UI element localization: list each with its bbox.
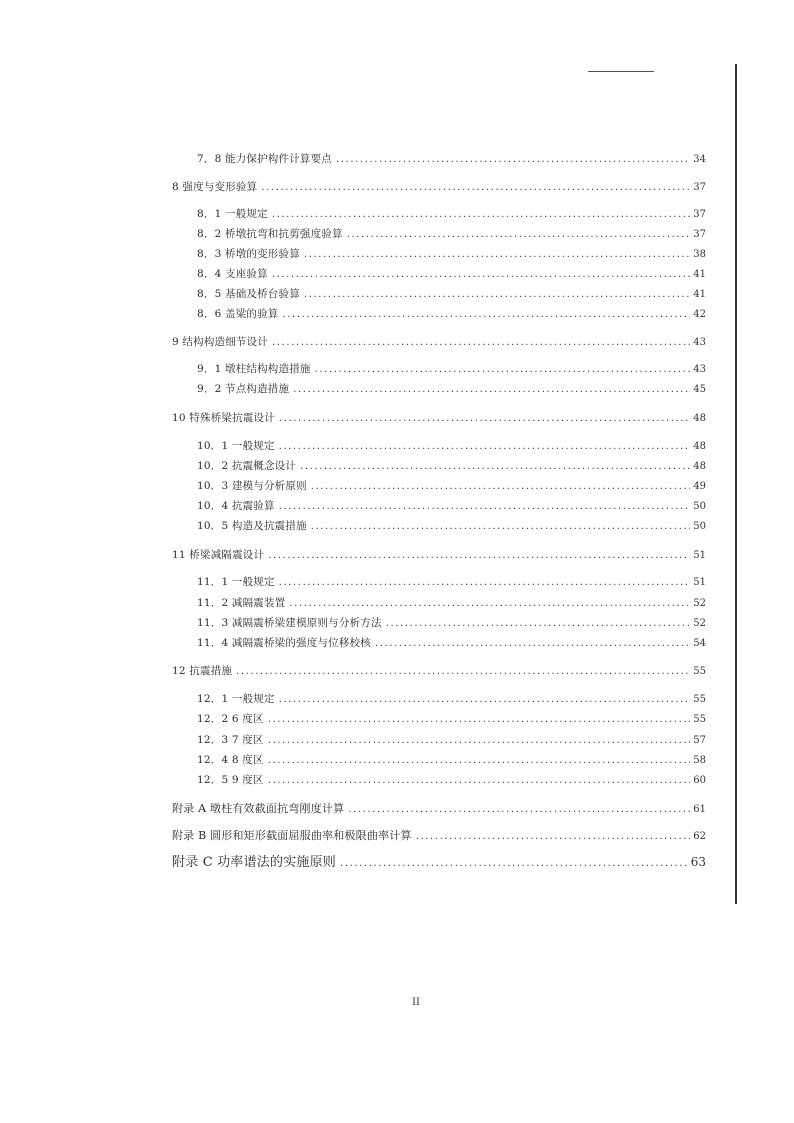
toc-entry-page: 50 (693, 521, 706, 532)
page-number: II (412, 997, 420, 1008)
toc-leader-dots (279, 693, 691, 707)
toc-leader-dots (300, 460, 690, 474)
toc-leader-dots (289, 597, 690, 611)
toc-leader-dots (279, 500, 691, 514)
toc-entry-label: 10．2 抗震概念设计 (197, 460, 297, 472)
toc-entry-page: 41 (693, 289, 706, 300)
toc-entry[interactable] (197, 733, 706, 748)
toc-entry[interactable] (197, 479, 706, 494)
toc-entry[interactable] (197, 636, 706, 651)
toc-entry[interactable] (197, 362, 706, 377)
toc-entry[interactable] (197, 207, 706, 222)
toc-leader-dots (416, 830, 691, 844)
toc-entry-label: 12．4 8 度区 (197, 754, 264, 766)
toc-leader-dots (268, 734, 691, 748)
toc-entry-label: 9．2 节点构造措施 (197, 383, 290, 395)
toc-leader-dots (375, 637, 690, 651)
toc-entry-label: 8．4 支座验算 (197, 268, 268, 280)
toc-entry-page: 48 (693, 461, 706, 472)
toc-entry-label: 12．2 6 度区 (197, 713, 264, 725)
toc-entry-page: 43 (693, 364, 706, 375)
toc-entry-label: 12．1 一般规定 (197, 693, 275, 705)
toc-leader-dots (261, 181, 690, 195)
toc-entry-label: 12．5 9 度区 (197, 774, 264, 786)
toc-entry-label: 11．1 一般规定 (197, 576, 275, 588)
toc-entry[interactable] (197, 712, 706, 727)
toc-entry-page: 54 (693, 638, 706, 649)
toc-chapter[interactable] (172, 411, 706, 426)
toc-entry-page: 37 (693, 229, 706, 240)
toc-entry-page: 61 (693, 804, 706, 815)
toc-entry[interactable] (197, 382, 706, 397)
toc-entry-label: 8．5 基础及桥台验算 (197, 288, 300, 300)
toc-leader-dots (283, 308, 691, 322)
toc-entry-page: 42 (693, 309, 706, 320)
toc-entry-page: 57 (693, 735, 706, 746)
toc-chapter[interactable] (172, 548, 706, 563)
toc-entry-label: 10．5 构造及抗震措施 (197, 520, 307, 532)
toc-entry-page: 43 (693, 337, 706, 348)
toc-entry-page: 55 (693, 666, 706, 677)
toc-leader-dots (236, 665, 690, 679)
toc-entry-page: 51 (693, 577, 706, 588)
toc-entry[interactable] (197, 692, 706, 707)
toc-leader-dots (311, 520, 690, 534)
toc-entry-label: 11 桥梁减隔震设计 (172, 549, 265, 561)
toc-entry-page: 41 (693, 269, 706, 280)
toc-entry-page: 52 (693, 618, 706, 629)
toc-entry-page: 51 (693, 550, 706, 561)
toc-chapter[interactable] (172, 180, 706, 195)
toc-appendix[interactable] (172, 855, 706, 871)
toc-entry[interactable] (197, 247, 706, 262)
toc-leader-dots (311, 480, 690, 494)
toc-entry[interactable] (197, 575, 706, 590)
toc-entry[interactable] (197, 307, 706, 322)
toc-entry-page: 45 (693, 384, 706, 395)
toc-entry-label: 附录 C 功率谱法的实施原则 (172, 855, 337, 870)
toc-entry[interactable] (197, 753, 706, 768)
toc-leader-dots (315, 363, 691, 377)
toc-entry-label: 11．3 减隔震桥梁建模原则与分析方法 (197, 617, 382, 629)
toc-entry-page: 63 (690, 855, 706, 869)
toc-entry[interactable] (197, 519, 706, 534)
toc-leader-dots (272, 268, 690, 282)
toc-entry[interactable] (197, 459, 706, 474)
toc-entry-page: 49 (693, 481, 706, 492)
toc-entry-label: 11．2 减隔震装置 (197, 597, 286, 609)
toc-entry[interactable] (197, 267, 706, 282)
toc-entry-page: 48 (693, 413, 706, 424)
toc-leader-dots (386, 617, 691, 631)
toc-chapter[interactable] (172, 664, 706, 679)
toc-leader-dots (304, 248, 690, 262)
toc-entry-label: 12 抗震措施 (172, 665, 233, 677)
toc-entry-page: 58 (693, 755, 706, 766)
toc-entry[interactable] (197, 439, 706, 454)
toc-entry-page: 34 (693, 154, 706, 165)
toc-entry-page: 60 (693, 775, 706, 786)
toc-leader-dots (279, 576, 691, 590)
toc-entry-label: 10．1 一般规定 (197, 440, 275, 452)
toc-entry-page: 37 (693, 182, 706, 193)
toc-leader-dots (272, 336, 690, 350)
toc-entry[interactable] (197, 287, 706, 302)
toc-entry-label: 附录 A 墩柱有效截面抗弯刚度计算 (172, 802, 345, 815)
toc-entry[interactable] (197, 596, 706, 611)
toc-entry-label: 10 特殊桥梁抗震设计 (172, 412, 275, 424)
toc-entry-label: 8．6 盖梁的验算 (197, 308, 279, 320)
toc-entry-page: 48 (693, 441, 706, 452)
toc-leader-dots (304, 288, 690, 302)
toc-chapter[interactable] (172, 335, 706, 350)
toc-appendix[interactable] (172, 829, 706, 844)
toc-leader-dots (293, 383, 690, 397)
toc-entry-label: 8．1 一般规定 (197, 208, 268, 220)
toc-entry-label: 附录 B 圆形和矩形截面屈服曲率和极限曲率计算 (172, 829, 412, 842)
toc-entry-page: 50 (693, 501, 706, 512)
toc-leader-dots (272, 208, 690, 222)
toc-entry-label: 10．3 建模与分析原则 (197, 480, 307, 492)
toc-leader-dots (279, 440, 691, 454)
toc-entry-page: 62 (693, 831, 706, 842)
toc-entry-label: 10．4 抗震验算 (197, 500, 275, 512)
toc-leader-dots (268, 754, 691, 768)
toc-entry[interactable] (197, 499, 706, 514)
toc-leader-dots (268, 713, 691, 727)
toc-leader-dots (347, 228, 691, 242)
toc-entry-label: 8 强度与变形验算 (172, 181, 258, 193)
toc-entry-label: 11．4 减隔震桥梁的强度与位移校核 (197, 637, 371, 649)
toc-entry-label: 7．8 能力保护构件计算要点 (197, 153, 332, 165)
toc-entry-label: 8．2 桥墩抗弯和抗剪强度验算 (197, 228, 343, 240)
toc-entry[interactable] (197, 773, 706, 788)
toc-appendix[interactable] (172, 802, 706, 817)
toc-entry[interactable] (197, 152, 706, 167)
toc-entry-page: 55 (693, 714, 706, 725)
toc-entry[interactable] (197, 616, 706, 631)
toc-entry-page: 55 (693, 694, 706, 705)
toc-leader-dots (268, 774, 691, 788)
toc-leader-dots (348, 803, 690, 817)
toc-entry-label: 8．3 桥墩的变形验算 (197, 248, 300, 260)
toc-entry-page: 38 (693, 249, 706, 260)
toc-leader-dots (279, 412, 690, 426)
toc-leader-dots (336, 153, 690, 167)
toc-leader-dots (340, 857, 688, 871)
toc-entry-label: 12．3 7 度区 (197, 734, 264, 746)
toc-entry[interactable] (197, 227, 706, 242)
toc-entry-page: 52 (693, 598, 706, 609)
toc-leader-dots (268, 549, 690, 563)
toc-entry-label: 9 结构构造细节设计 (172, 336, 269, 348)
toc-entry-label: 9．1 墩柱结构构造措施 (197, 363, 311, 375)
toc-entry-page: 37 (693, 209, 706, 220)
